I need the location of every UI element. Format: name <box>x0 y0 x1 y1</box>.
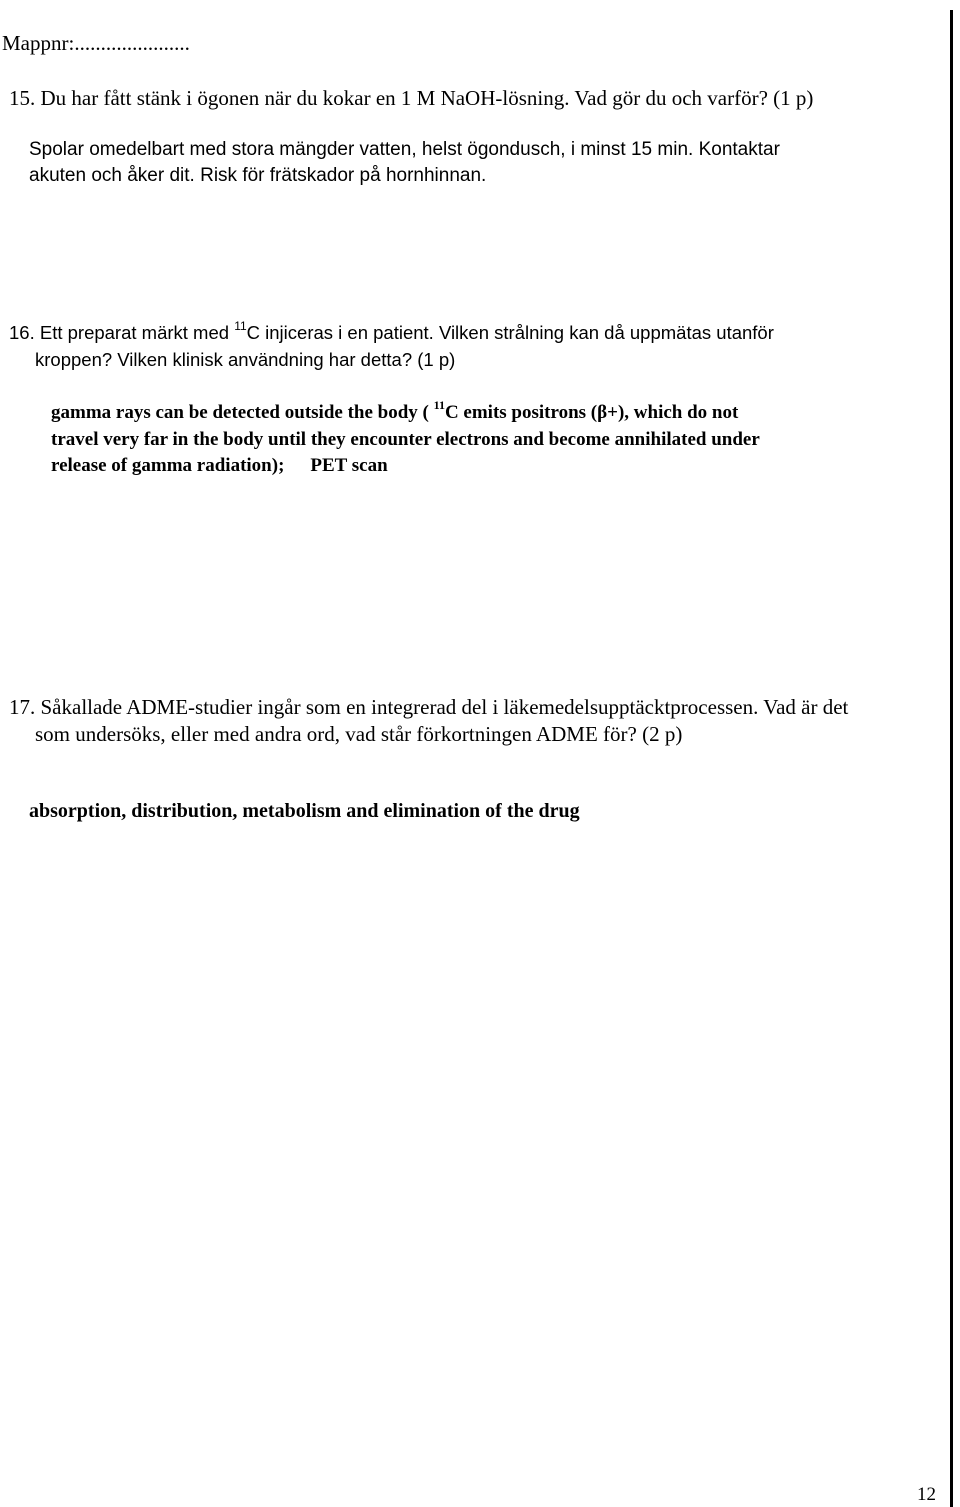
answer-16 <box>51 398 760 477</box>
question-16-line-2: kroppen? Vilken klinisk användning har detta? (1 p) <box>35 349 456 370</box>
question-15: 15. Du har fått stänk i ögonen när du kokar en 1 M NaOH-lösning. Vad gör du och varför? (1 p) <box>9 86 814 110</box>
question-16-line-1: 16. Ett preparat märkt med $^{11}$C injiceras i en patient. Vilken strålning kan då uppmätas utanför <box>9 319 774 343</box>
question-17-line-1: 17. Såkallade ADME-studier ingår som en integrerad del i läkemedelsupptäcktprocessen. Vad är det <box>9 695 849 719</box>
pet-scan-answer: PET scan <box>310 455 388 476</box>
answer-16-line-3: release of gamma radiation); PET scan <box>51 455 388 476</box>
answer-16-line-2: travel very far in the body until they encounter electrons and become annihilated under <box>51 429 760 450</box>
page-right-border <box>950 10 953 1507</box>
mappnr-field: Mappnr:...................... <box>2 31 190 55</box>
answer-15-line-1: Spolar omedelbart med stora mängder vatten, helst ögondusch, i minst 15 min. Kontaktar <box>29 139 780 160</box>
question-17-line-2: som undersöks, eller med andra ord, vad står förkortningen ADME för? (2 p) <box>35 722 683 746</box>
answer-15-line-2: akuten och åker dit. Risk för frätskador på hornhinnan. <box>29 165 487 186</box>
question-17 <box>9 695 848 747</box>
answer-16-line-1: gamma rays can be detected outside the body ( $^{11}$C emits positrons (β+), which do not <box>51 398 739 423</box>
isotope-superscript: 11 <box>234 319 247 333</box>
isotope-superscript-answer: 11 <box>433 398 445 412</box>
page-number: 12 <box>917 1484 936 1505</box>
answer-15 <box>29 139 780 187</box>
question-16 <box>9 319 774 371</box>
answer-17: absorption, distribution, metabolism and elimination of the drug <box>29 800 580 822</box>
